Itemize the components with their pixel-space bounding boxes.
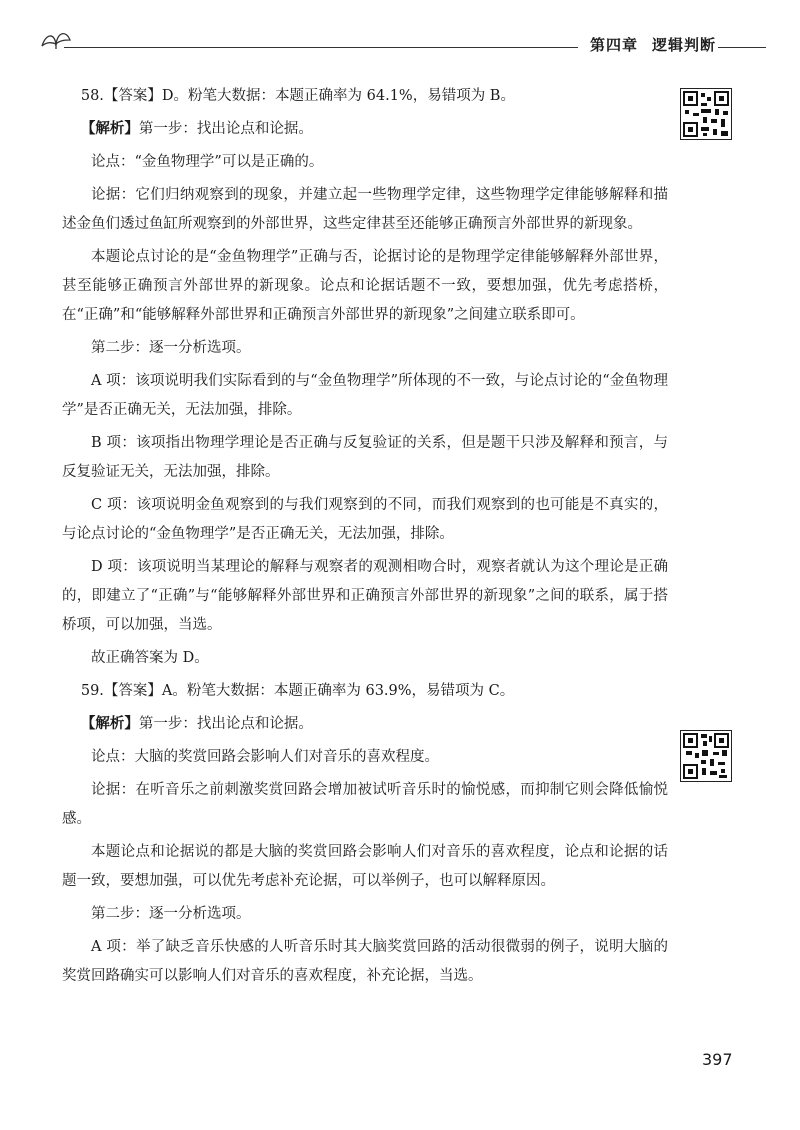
- q59-answer-line: 59.【答案】A。粉笔大数据：本题正确率为 63.9%，易错项为 C。: [80, 683, 515, 699]
- chapter-number: 第四章: [590, 36, 639, 54]
- q58-reasoning: 本题论点讨论的是“金鱼物理学”正确与否，论据讨论的是物理学定律能够解释外部世界，甚至能够正确预言外部世界的新现象。论点和论据话题不一致，要想加强，优先考虑搭桥，在“正确”和“能够解释外部世界和正确预言外部世界的新现象”之间建立联系即可。: [62, 249, 668, 323]
- q59-step2: 第二步：逐一分析选项。: [91, 906, 251, 922]
- q58-conclusion: 故正确答案为 D。: [91, 650, 209, 666]
- q59-option-a: A 项：举了缺乏音乐快感的人听音乐时其大脑奖赏回路的活动很微弱的例子，说明大脑的奖赏回路确实可以影响人们对音乐的喜欢程度，补充论据，当选。: [62, 939, 668, 984]
- q58-option-b: B 项：该项指出物理学理论是否正确与反复验证的关系，但是题干只涉及解释和预言，与反复验证无关，无法加强，排除。: [62, 435, 668, 480]
- section-title: 逻辑判断: [652, 36, 717, 54]
- header-rule-right: [718, 47, 766, 48]
- q58-answer-line: 58.【答案】D。粉笔大数据：本题正确率为 64.1%，易错项为 B。: [80, 88, 515, 104]
- q58-option-a: A 项：该项说明我们实际看到的与“金鱼物理学”所体现的不一致，与论点讨论的“金鱼物理学”是否正确无关，无法加强，排除。: [62, 373, 668, 418]
- q58-claim: 论点：“金鱼物理学”可以是正确的。: [91, 154, 324, 170]
- q59-evidence: 论据：在听音乐之前刺激奖赏回路会增加被试听音乐时的愉悦感，而抑制它则会降低愉悦感。: [62, 782, 668, 827]
- answer-content: [62, 82, 668, 995]
- q58-option-c: C 项：该项说明金鱼观察到的与我们观察到的不同，而我们观察到的也可能是不真实的，与论点讨论的“金鱼物理学”是否正确无关，无法加强，排除。: [62, 497, 668, 542]
- q59-claim: 论点：大脑的奖赏回路会影响人们对音乐的喜欢程度。: [91, 749, 439, 765]
- q59-reasoning: 本题论点和论据说的都是大脑的奖赏回路会影响人们对音乐的喜欢程度，论点和论据的话题一致，要想加强，可以优先考虑补充论据，可以举例子，也可以解释原因。: [62, 844, 668, 889]
- qr-code-icon: [680, 730, 732, 782]
- header-rule: [64, 47, 578, 48]
- analysis-tag: 【解析】: [80, 716, 139, 732]
- chapter-title: [590, 34, 716, 55]
- q58-analysis-step1: 【解析】第一步：找出论点和论据。: [80, 121, 313, 137]
- page-number: 397: [702, 1050, 733, 1069]
- page-header: [0, 0, 800, 60]
- qr-code-icon: [680, 88, 732, 140]
- q58-step2: 第二步：逐一分析选项。: [91, 340, 251, 356]
- analysis-tag: 【解析】: [80, 121, 139, 137]
- q58-option-d: D 项：该项说明当某理论的解释与观察者的观测相吻合时，观察者就认为这个理论是正确的，即建立了“正确”与“能够解释外部世界和正确预言外部世界的新现象”之间的联系，属于搭桥项，可以加强，当选。: [62, 559, 668, 633]
- q58-evidence: 论据：它们归纳观察到的现象，并建立起一些物理学定律，这些物理学定律能够解释和描述金鱼们透过鱼缸所观察到的外部世界，这些定律甚至还能够正确预言外部世界的新现象。: [62, 187, 668, 232]
- q59-analysis-step1: 【解析】第一步：找出论点和论据。: [80, 716, 313, 732]
